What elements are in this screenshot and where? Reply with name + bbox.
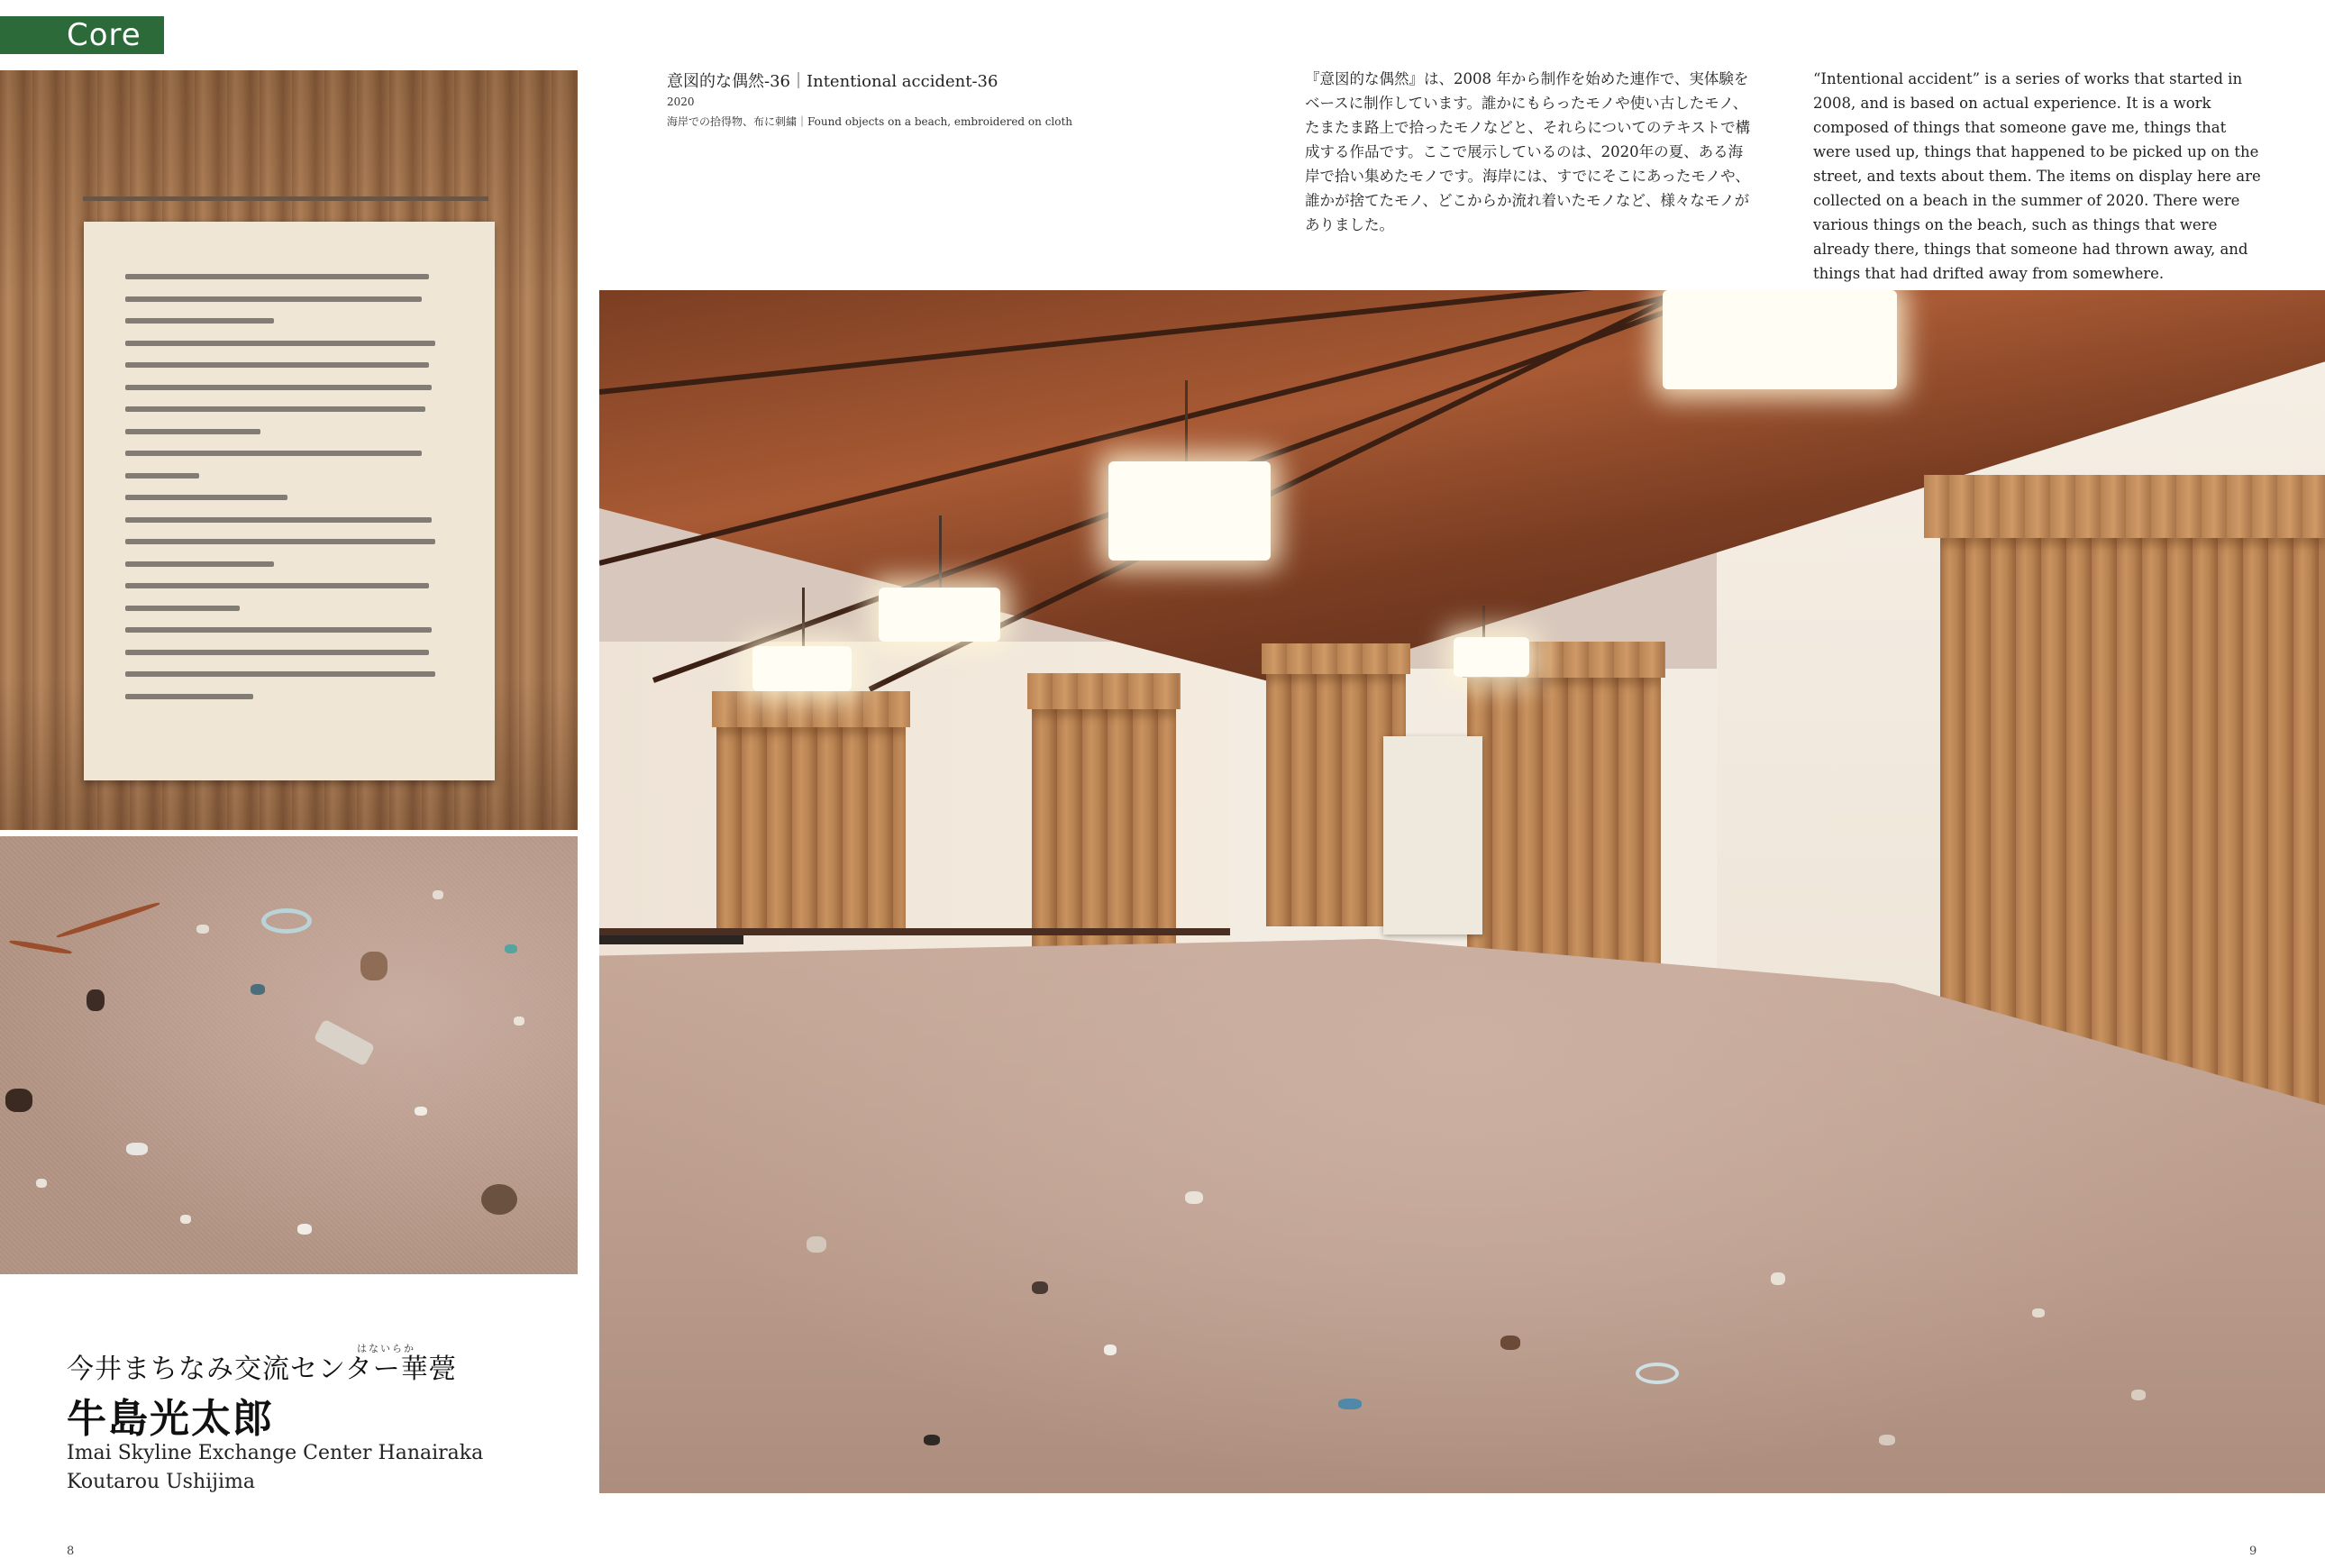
artist-japanese: 牛島光太郎 bbox=[67, 1396, 274, 1442]
venue-english: Imai Skyline Exchange Center Hanairaka bbox=[67, 1442, 484, 1464]
found-objects-floor-photo bbox=[0, 836, 578, 1274]
page-number-right: 9 bbox=[2249, 1545, 2257, 1558]
description-japanese: 『意図的な偶然』は、2008 年から制作を始めた連作で、実体験をベースに制作しています。誰かにもらったモノや使い古したモノ、たまたま路上で拾ったモノなどと、それらについてのテキストで構成する作品です。ここで展示しているのは、2020年の夏、ある海岸で拾い集めたモノです。海岸には、すでにそこにあったモノや、誰かが捨てたモノ、どこからか流れ着いたモノなど、様々なモノがありました。 bbox=[1305, 70, 1751, 233]
section-tag: Core bbox=[0, 16, 164, 54]
work-year: 2020 bbox=[667, 96, 695, 108]
description-english: “Intentional accident” is a series of works that started in 2008, and is based on actual experience. It is a work composed of things that someone gave me, things that were used up, things that happened to be picked up on the street, and texts about them. The items on display here are collected on a beach in the summer of 2020. There were various things on the beach, such as things that were already there, things that someone had thrown away, and things that had drifted away from somewhere. bbox=[1813, 70, 2261, 282]
venue-ruby: はないらか bbox=[357, 1343, 415, 1354]
hanging-rod bbox=[83, 196, 488, 201]
embroidered-cloth bbox=[84, 222, 495, 780]
hanging-cloth-in-room bbox=[1383, 736, 1482, 934]
page-number-left: 8 bbox=[67, 1545, 75, 1558]
artist-english: Koutarou Ushijima bbox=[67, 1471, 256, 1493]
installation-room-photo bbox=[599, 290, 2325, 1493]
embroidered-cloth-photo bbox=[0, 70, 578, 830]
venue-japanese: 今井まちなみ交流センター華甍 bbox=[67, 1354, 457, 1385]
work-materials: 海岸での拾得物、布に刺繍｜Found objects on a beach, embroidered on cloth bbox=[667, 115, 1073, 128]
work-title: 意図的な偶然-36｜Intentional accident-36 bbox=[667, 72, 998, 91]
